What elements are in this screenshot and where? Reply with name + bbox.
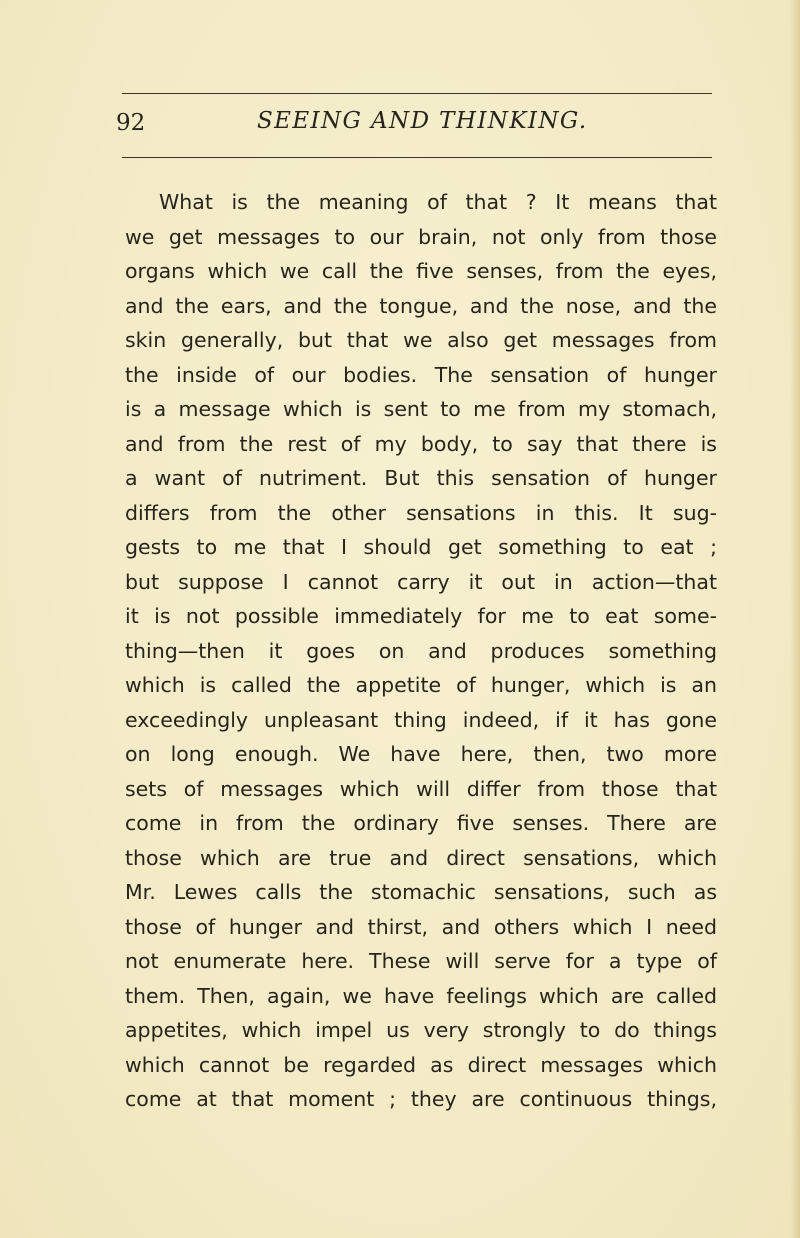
text-line: sets of messages which will differ from those that bbox=[125, 776, 717, 801]
text-line: but suppose I cannot carry it out in action—that bbox=[125, 569, 717, 594]
text-line: exceedingly unpleasant thing indeed, if it has gone bbox=[125, 707, 717, 732]
text-line: differs from the other sensations in this. It sug- bbox=[125, 500, 717, 525]
text-line: those which are true and direct sensations, which bbox=[125, 845, 717, 870]
page-edge-shadow bbox=[790, 0, 800, 1238]
text-line: not enumerate here. These will serve for a type of bbox=[125, 949, 717, 973]
text-line: it is not possible immediately for me to eat some- bbox=[125, 604, 717, 628]
text-line: we get messages to our brain, not only from those bbox=[125, 224, 717, 249]
text-line: come at that moment ; they are continuous things, bbox=[125, 1087, 717, 1111]
body-paragraph bbox=[125, 185, 717, 1117]
text-line: those of hunger and thirst, and others which I need bbox=[125, 914, 717, 939]
text-line: What is the meaning of that ? It means that bbox=[159, 190, 717, 214]
text-line: appetites, which impel us very strongly to do things bbox=[125, 1018, 717, 1042]
text-line: and the ears, and the tongue, and the nose, and the bbox=[125, 293, 717, 318]
header-rule-top bbox=[122, 93, 712, 94]
text-line: is a message which is sent to me from my stomach, bbox=[125, 397, 717, 421]
page-number: 92 bbox=[116, 110, 146, 136]
text-line: the inside of our bodies. The sensation of hunger bbox=[125, 362, 717, 387]
text-line: Mr. Lewes calls the stomachic sensations, such as bbox=[125, 880, 717, 904]
text-line: gests to me that I should get something to eat ; bbox=[125, 535, 717, 559]
running-title: SEEING AND THINKING. bbox=[257, 108, 588, 134]
text-line: on long enough. We have here, then, two more bbox=[125, 742, 717, 766]
text-line: which cannot be regarded as direct messages which bbox=[125, 1052, 717, 1077]
text-line: skin generally, but that we also get messages from bbox=[125, 328, 717, 352]
running-head bbox=[116, 108, 716, 144]
text-line: which is called the appetite of hunger, which is an bbox=[125, 673, 717, 697]
header-rule-bottom bbox=[122, 157, 712, 158]
text-line: thing—then it goes on and produces something bbox=[125, 638, 717, 663]
text-line: organs which we call the five senses, from the eyes, bbox=[125, 259, 717, 283]
text-line: and from the rest of my body, to say that there is bbox=[125, 431, 717, 456]
text-line: come in from the ordinary five senses. There are bbox=[125, 811, 717, 835]
text-line: a want of nutriment. But this sensation of hunger bbox=[125, 466, 717, 490]
text-line: them. Then, again, we have feelings which are called bbox=[125, 983, 717, 1008]
